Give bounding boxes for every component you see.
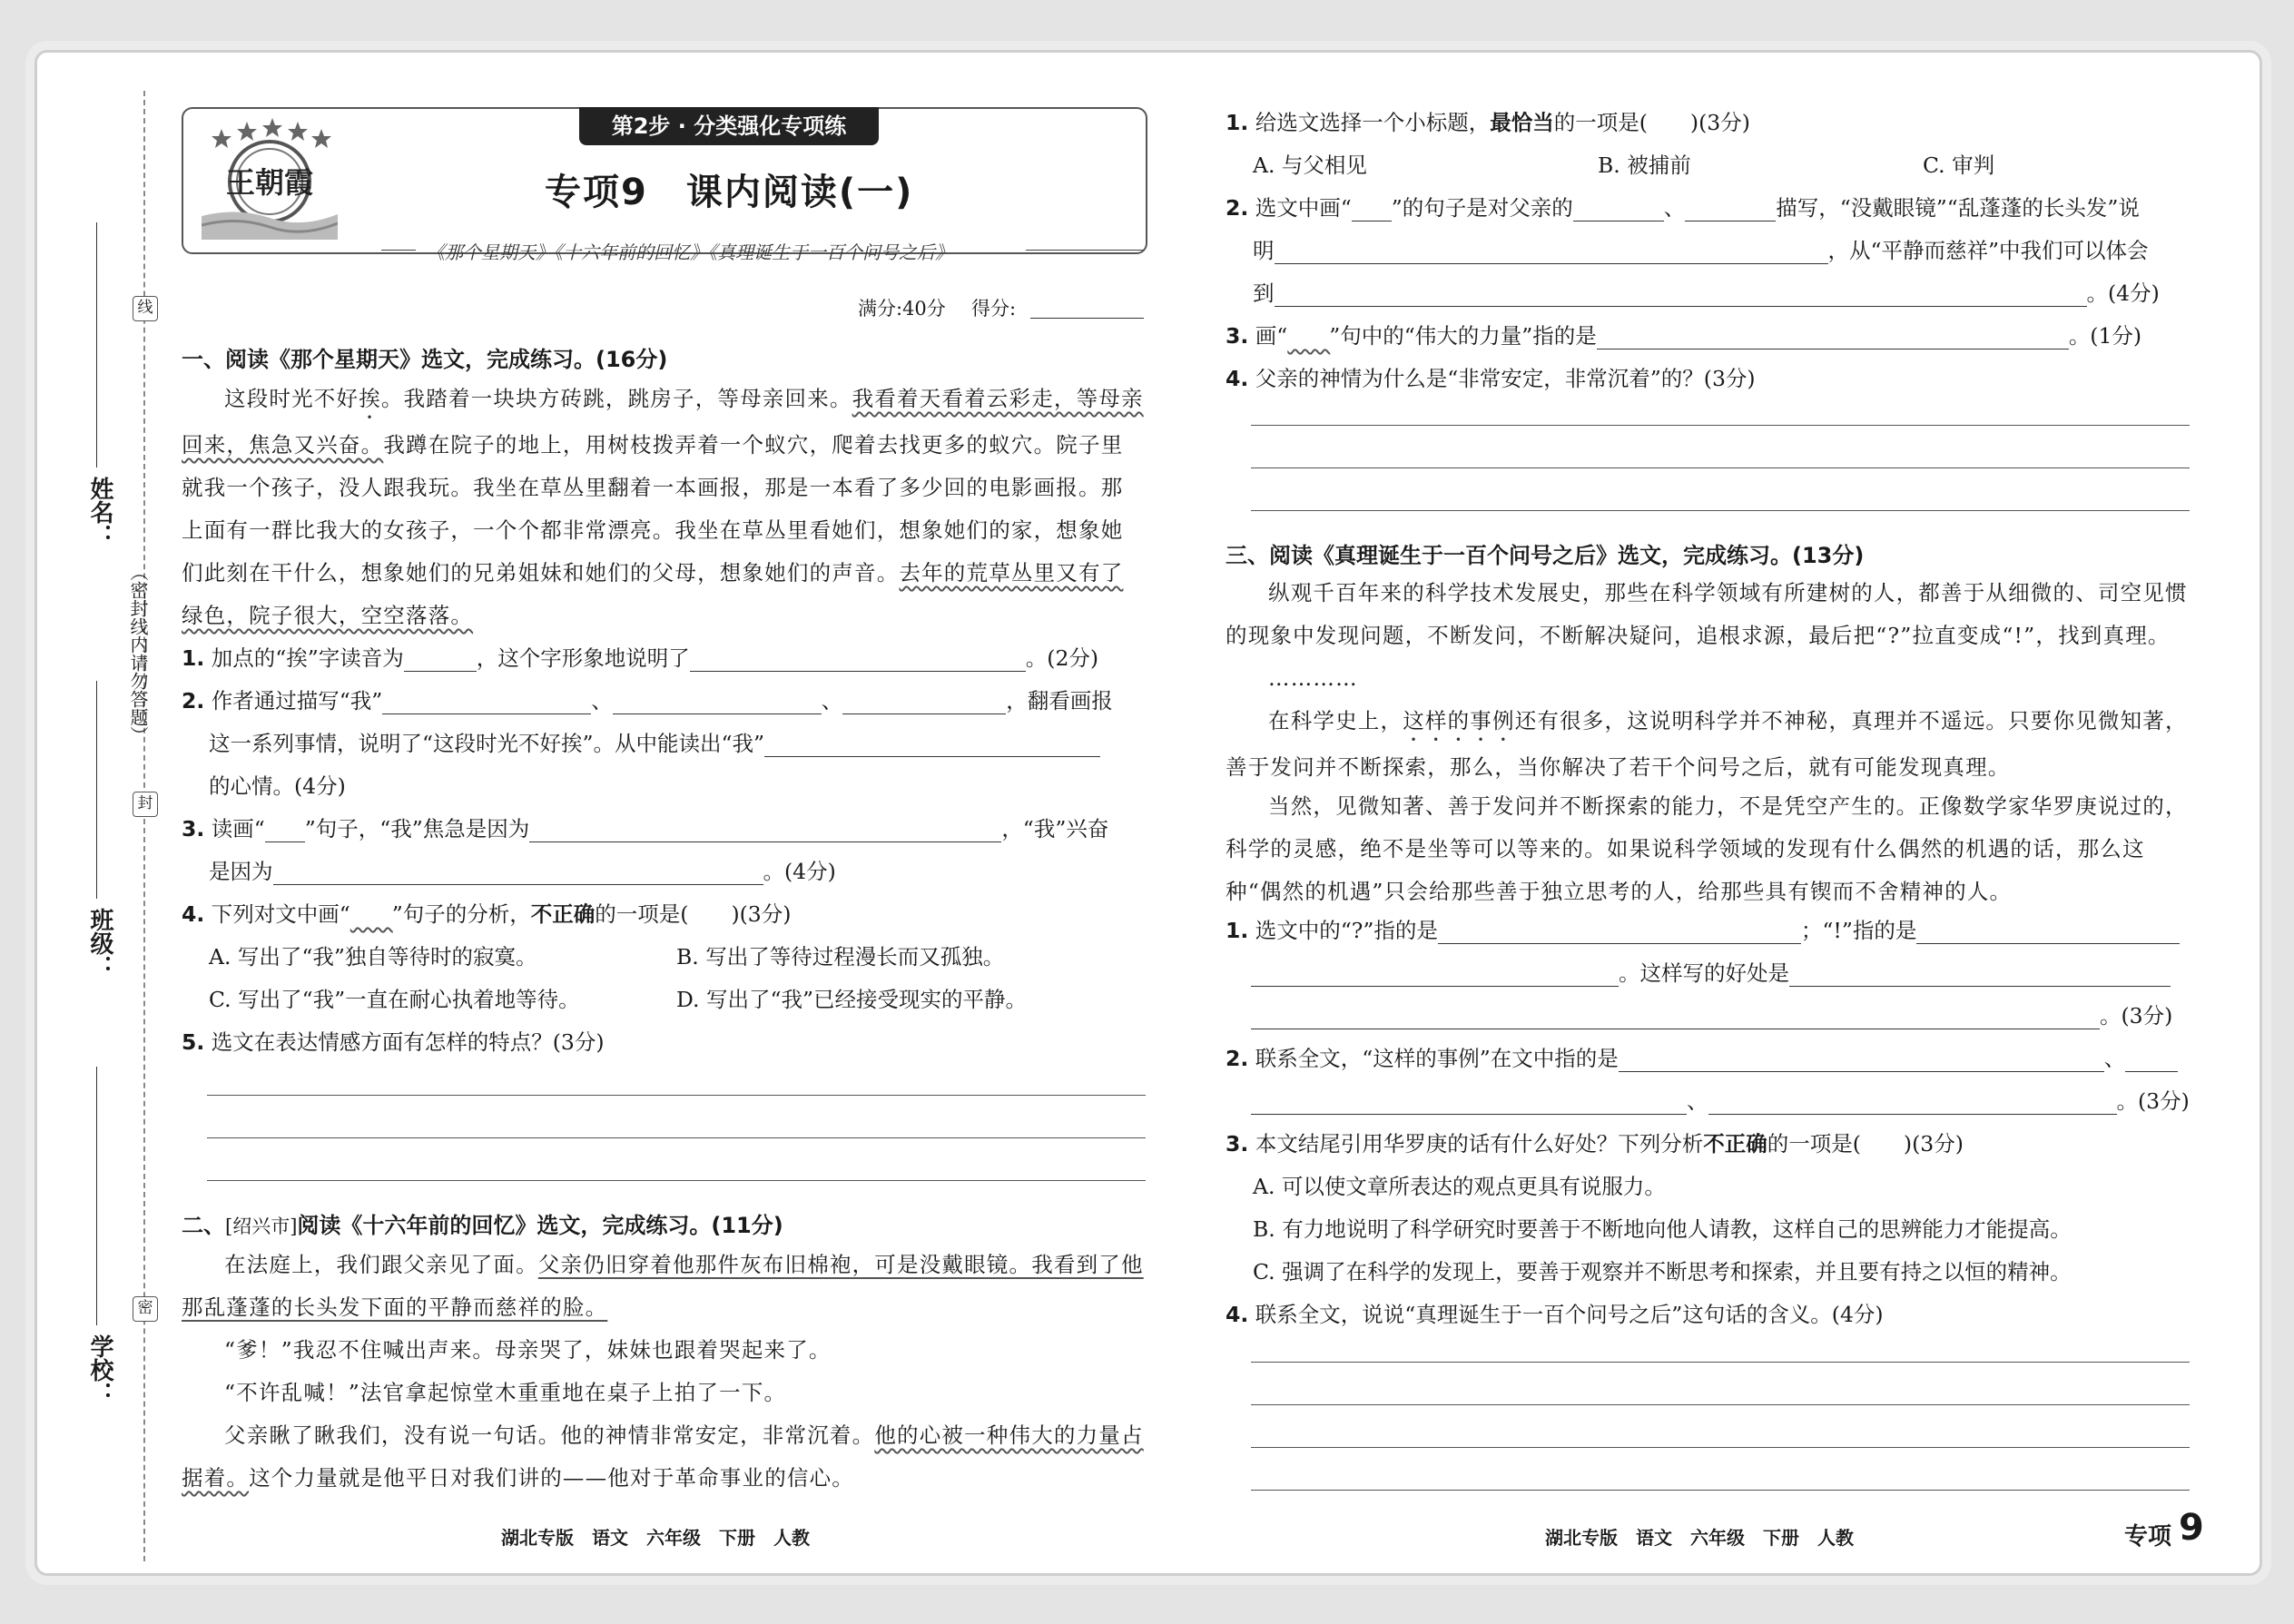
question-text: 的一项是( )(3分) bbox=[1767, 1131, 1964, 1156]
s1-question-5 bbox=[182, 1025, 605, 1056]
passage-text: 父亲瞅了瞅我们，没有说一句话。他的神情非常安定，非常沉着。 bbox=[224, 1422, 875, 1448]
binding-note: （密封线内请勿答题） bbox=[127, 563, 149, 744]
question-text: 、 bbox=[1687, 1088, 1708, 1114]
question-text: 加点的“挨”字读音为 bbox=[204, 645, 404, 671]
s2-option-b[interactable]: B. 被捕前 bbox=[1598, 153, 1691, 178]
answer-line[interactable] bbox=[1251, 1490, 2190, 1491]
s3-question-3 bbox=[1226, 1127, 1964, 1157]
question-text: 选文在表达情感方面有怎样的特点？(3分) bbox=[204, 1029, 605, 1055]
s2-option-a[interactable]: A. 与父相见 bbox=[1253, 153, 1367, 178]
section-1-heading: 一、阅读《那个星期天》选文，完成练习。(16分) bbox=[182, 347, 668, 372]
answer-blank[interactable] bbox=[842, 690, 1006, 714]
s1-question-3 bbox=[182, 812, 1108, 842]
answer-blank[interactable] bbox=[690, 647, 1026, 672]
answer-blank[interactable] bbox=[764, 733, 1100, 757]
question-text: 给选文选择一个小标题， bbox=[1248, 110, 1491, 135]
question-text: 作者通过描写“我” bbox=[204, 688, 383, 714]
question-text: 。(4分) bbox=[2086, 281, 2160, 306]
question-text: 。(1分) bbox=[2068, 323, 2142, 349]
question-number: 2. bbox=[182, 688, 205, 714]
question-text: ，“我”兴奋 bbox=[1001, 816, 1109, 842]
question-text: 联系全文，“这样的事例”在文中指的是 bbox=[1248, 1046, 1619, 1071]
passage-text: 。我踏着一块块方砖跳，跳房子，等母亲回来。 bbox=[380, 386, 852, 411]
question-text: 。(3分) bbox=[2116, 1088, 2190, 1114]
section-1-passage bbox=[182, 378, 1146, 637]
sources-rule-right bbox=[1026, 250, 1144, 251]
dotted-phrase: 这样的事例 bbox=[1403, 708, 1515, 733]
emphasis-text: 不正确 bbox=[530, 901, 596, 927]
footer-left: 湖北专版 语文 六年级 下册 人教 bbox=[501, 1527, 810, 1549]
page-title: 专项9 课内阅读(一) bbox=[545, 172, 914, 213]
section-3-passage-2 bbox=[1226, 700, 2190, 789]
s3-question-2-cont bbox=[1251, 1084, 2190, 1115]
question-number: 1. bbox=[182, 645, 205, 671]
question-number: 5. bbox=[182, 1029, 205, 1055]
s2-option-c[interactable]: C. 审判 bbox=[1923, 153, 1995, 178]
s1-option-b[interactable]: B. 写出了等待过程漫长而又孤独。 bbox=[676, 944, 1005, 969]
school-label: 学校： bbox=[86, 1334, 113, 1405]
name-label: 姓名： bbox=[86, 477, 113, 547]
answer-line[interactable] bbox=[1251, 1404, 2190, 1405]
question-number: 3. bbox=[1226, 323, 1249, 349]
question-text: 。(3分) bbox=[2100, 1003, 2173, 1029]
answer-blank[interactable] bbox=[1251, 1090, 1687, 1115]
school-field[interactable] bbox=[96, 1067, 97, 1325]
s2-question-3 bbox=[1226, 319, 2141, 349]
s1-option-c[interactable]: C. 写出了“我”一直在耐心执着地等待。 bbox=[209, 987, 580, 1012]
passage-text: 在法庭上，我们跟父亲见了面。 bbox=[224, 1252, 538, 1277]
s3-question-1 bbox=[1226, 913, 2180, 944]
answer-line[interactable] bbox=[1251, 510, 2190, 511]
answer-line[interactable] bbox=[1251, 1447, 2190, 1448]
passage-text: 还有很多，这说明科学并不神秘，真理并不遥远。只要你见微知著，善于发问并不断探索，那么，当你解决了若干个问号之后，就有可能发现真理。 bbox=[1226, 708, 2188, 780]
section-3-passage-3: 当然，见微知著、善于发问并不断探索的能力，不是凭空产生的。正像数学家华罗庚说过的，科学的灵感，绝不是坐等可以等来的。如果说科学领域的发现有什么偶然的机遇的话，那么这种“偶然的机遇”只会给那些善于独立思考的人，给那些具有锲而不舍精神的人。 bbox=[1226, 793, 2188, 904]
line-mark-sample bbox=[265, 818, 305, 842]
question-text: ，这个字形象地说明了 bbox=[476, 645, 690, 671]
question-text: 、 bbox=[1663, 195, 1686, 221]
section-2-passage-4 bbox=[182, 1414, 1146, 1500]
region-tag: [绍兴市] bbox=[225, 1216, 298, 1237]
sources-rule-left bbox=[381, 250, 416, 251]
question-text: 到 bbox=[1253, 281, 1275, 306]
s2-question-2 bbox=[1226, 191, 2140, 221]
answer-line[interactable] bbox=[207, 1095, 1146, 1096]
question-text: ；“!”指的是 bbox=[1800, 918, 1917, 943]
wavy-underlined-sentence: 去年的荒草丛里又有了绿色，院子很大，空空落落。 bbox=[182, 560, 1124, 628]
question-text: ”句中的“伟大的力量”指的是 bbox=[1329, 323, 1597, 349]
answer-line[interactable] bbox=[207, 1180, 1146, 1181]
s2-question-2-cont bbox=[1253, 233, 2149, 264]
emphasis-text: 不正确 bbox=[1703, 1131, 1767, 1156]
logo-text: 王朝霞 bbox=[225, 165, 314, 200]
answer-blank[interactable] bbox=[529, 818, 1001, 842]
answer-blank[interactable] bbox=[1275, 282, 2087, 307]
emphasis-text: 最恰当 bbox=[1490, 110, 1554, 135]
score-got: 得分: bbox=[971, 298, 1017, 320]
question-text: 明 bbox=[1253, 238, 1275, 263]
footer-right: 湖北专版 语文 六年级 下册 人教 bbox=[1545, 1527, 1854, 1549]
question-text: 下列对文中画“ bbox=[204, 901, 350, 927]
s1-option-a[interactable]: A. 写出了“我”独自等待时的寂寞。 bbox=[209, 944, 537, 969]
brand-logo bbox=[202, 116, 338, 240]
answer-blank[interactable] bbox=[404, 647, 477, 672]
question-text: 选文中画“ bbox=[1248, 195, 1352, 221]
answer-blank[interactable] bbox=[1597, 325, 2069, 349]
s1-question-2-end: 的心情。(4分) bbox=[209, 773, 346, 799]
question-text: 是因为 bbox=[209, 859, 273, 884]
question-text: 画“ bbox=[1248, 323, 1288, 349]
section-2-passage-3: “不许乱喊！”法官拿起惊堂木重重地在桌子上拍了一下。 bbox=[224, 1380, 787, 1405]
wavy-underlined-sentence: 他的心被一种伟大的力量占据着。 bbox=[182, 1422, 1144, 1491]
question-text: 本文结尾引用华罗庚的话有什么好处？下列分析 bbox=[1248, 1131, 1704, 1156]
answer-blank[interactable] bbox=[1251, 962, 1619, 987]
question-text: 、 bbox=[2103, 1046, 2126, 1071]
question-text: ，从“平静而慈祥”中我们可以体会 bbox=[1827, 238, 2149, 263]
section-2-passage-1 bbox=[182, 1244, 1146, 1329]
s1-question-3-cont bbox=[209, 854, 836, 885]
question-text: 。(4分) bbox=[763, 859, 836, 884]
section-3-heading: 三、阅读《真理诞生于一百个问号之后》选文，完成练习。(13分) bbox=[1226, 543, 1865, 568]
answer-blank[interactable] bbox=[382, 690, 591, 714]
underlined-sentence: 父亲仍旧穿着他那件灰布旧棉袍，可是没戴眼镜。我看到了他那乱蓬蓬的长头发下面的平静而慈祥的脸。 bbox=[182, 1252, 1144, 1320]
question-text: 父亲的神情为什么是“非常安定，非常沉着”的？(3分) bbox=[1248, 366, 1756, 391]
question-text: ”句子的分析， bbox=[391, 901, 531, 927]
s3-option-c[interactable]: C. 强调了在科学的发现上，要善于观察并不断思考和探索，并且要有持之以恒的精神。 bbox=[1253, 1259, 2072, 1284]
step-tab: 第2步 · 分类强化专项练 bbox=[579, 107, 879, 145]
name-field[interactable] bbox=[96, 222, 97, 468]
answer-blank[interactable] bbox=[2125, 1048, 2178, 1072]
wavy-mark-sample: ​ bbox=[350, 901, 393, 927]
question-text: 。这样写的好处是 bbox=[1619, 960, 1789, 986]
section-number: 二、 bbox=[182, 1213, 225, 1238]
question-text: 读画“ bbox=[204, 816, 265, 842]
question-number: 2. bbox=[1226, 1046, 1249, 1071]
answer-blank[interactable] bbox=[273, 861, 763, 885]
question-number: 4. bbox=[1226, 1302, 1249, 1327]
question-text: ”句子，“我”焦急是因为 bbox=[304, 816, 530, 842]
s2-question-4 bbox=[1226, 361, 1756, 392]
section-2-heading bbox=[182, 1207, 783, 1239]
passage-text: 我蹲在院子的地上，用树枝拨弄着一个蚁穴，爬着去找更多的蚁穴。院子里就我一个孩子，没人跟我玩。我坐在草丛里翻着一本画报，那是一本看了多少回的电影画报。那上面有一群比我大的女孩子，一个个都非常漂亮。我坐在草丛里看她们，想象她们的家，想象她们此刻在干什么，想象她们的兄弟姐妹和她们的父母，想象她们的声音。 bbox=[182, 432, 1124, 586]
answer-blank[interactable] bbox=[1573, 197, 1664, 221]
score-field[interactable] bbox=[1030, 318, 1144, 319]
question-number: 3. bbox=[1226, 1131, 1249, 1156]
section-2-passage-2: “爹！”我忍不住喊出声来。母亲哭了，妹妹也跟着哭起来了。 bbox=[224, 1337, 832, 1363]
answer-blank[interactable] bbox=[613, 690, 822, 714]
binding-tag-seal: 封 bbox=[133, 792, 158, 817]
wavy-underlined-sentence: 我看着天看着云彩走，等母亲回来，焦急又兴奋。 bbox=[182, 386, 1144, 458]
s3-option-a[interactable]: A. 可以使文章所表达的观点更具有说服力。 bbox=[1253, 1174, 1666, 1199]
section-3-ellipsis: ………… bbox=[1268, 665, 1358, 691]
footer-page-number: 9 bbox=[2179, 1507, 2204, 1549]
s3-option-b[interactable]: B. 有力地说明了科学研究时要善于不断地向他人请教，这样自己的思辨能力才能提高。 bbox=[1253, 1216, 2072, 1242]
answer-blank[interactable] bbox=[1916, 920, 2180, 944]
section-title: 阅读《十六年前的回忆》选文，完成练习。(11分) bbox=[297, 1213, 783, 1238]
question-text: 描写，“没戴眼镜”“乱蓬蓬的长头发”说 bbox=[1776, 195, 2140, 221]
passage-text: 这个力量就是他平日对我们讲的——他对于革命事业的信心。 bbox=[249, 1465, 855, 1491]
question-text: 联系全文，说说“真理诞生于一百个问号之后”这句话的含义。(4分) bbox=[1248, 1302, 1884, 1327]
answer-blank[interactable] bbox=[1685, 197, 1776, 221]
question-number: 2. bbox=[1226, 195, 1249, 221]
question-number: 1. bbox=[1226, 110, 1249, 135]
answer-blank[interactable] bbox=[1708, 1090, 2117, 1115]
binding-tag-line: 线 bbox=[133, 296, 158, 321]
question-text: 、 bbox=[821, 688, 843, 714]
s1-option-d[interactable]: D. 写出了“我”已经接受现实的平静。 bbox=[676, 987, 1027, 1012]
binding-tag-close: 密 bbox=[133, 1296, 158, 1322]
question-text: ，翻看画报 bbox=[1006, 688, 1113, 714]
section-3-passage-1: 纵观千百年来的科学技术发展史，那些在科学领域有所建树的人，都善于从细微的、司空见惯的现象中发现问题，不断发问，不断解决疑问，追根求源，最后把“?”拉直变成“!”，找到真理。 bbox=[1226, 580, 2188, 648]
answer-line[interactable] bbox=[1251, 425, 2190, 426]
answer-line[interactable] bbox=[1251, 1362, 2190, 1363]
passage-text: 在科学史上， bbox=[1268, 708, 1403, 733]
question-text: 选文中的“?”指的是 bbox=[1248, 918, 1438, 943]
score-full: 满分:40分 bbox=[858, 298, 946, 320]
footer-page-label: 专项 bbox=[2124, 1523, 2172, 1550]
question-text: 、 bbox=[591, 688, 613, 714]
class-field[interactable] bbox=[96, 681, 97, 899]
question-text: 。(2分) bbox=[1025, 645, 1099, 671]
question-text: 这一系列事情，说明了“这段时光不好挨”。从中能读出“我” bbox=[209, 731, 765, 756]
wavy-mark-sample: ​ bbox=[1287, 323, 1331, 349]
s2-question-2-end bbox=[1253, 276, 2160, 307]
s3-question-1-cont bbox=[1251, 956, 2171, 987]
question-text: ”的句子是对父亲的 bbox=[1391, 195, 1573, 221]
s2-question-1 bbox=[1226, 105, 1750, 136]
answer-line[interactable] bbox=[207, 1137, 1146, 1138]
line-mark-sample bbox=[1352, 197, 1392, 221]
s3-question-1-end bbox=[1251, 999, 2172, 1029]
question-number: 4. bbox=[182, 901, 205, 927]
s3-question-4 bbox=[1226, 1297, 1884, 1328]
question-number: 4. bbox=[1226, 366, 1249, 391]
s1-question-1 bbox=[182, 641, 1098, 672]
source-texts: 《那个星期天》《十六年前的回忆》《真理诞生于一百个问号之后》 bbox=[427, 241, 953, 263]
answer-blank[interactable] bbox=[1619, 1048, 2104, 1072]
question-number: 1. bbox=[1226, 918, 1249, 943]
s1-question-2 bbox=[182, 684, 1113, 714]
s1-question-2-cont bbox=[209, 726, 1100, 757]
question-text: 的一项是( )(3分) bbox=[1553, 110, 1750, 135]
class-label: 班级： bbox=[86, 908, 113, 979]
answer-blank[interactable] bbox=[1438, 920, 1801, 944]
passage-text: 这段时光不好 bbox=[224, 386, 359, 411]
dotted-character: 挨 bbox=[359, 386, 381, 411]
answer-blank[interactable] bbox=[1789, 962, 2171, 987]
answer-blank[interactable] bbox=[1275, 240, 1828, 264]
answer-blank[interactable] bbox=[1251, 1005, 2100, 1029]
s3-question-2 bbox=[1226, 1041, 2178, 1072]
question-number: 3. bbox=[182, 816, 205, 842]
question-text: 的一项是( )(3分) bbox=[595, 901, 792, 927]
s1-question-4 bbox=[182, 897, 791, 928]
